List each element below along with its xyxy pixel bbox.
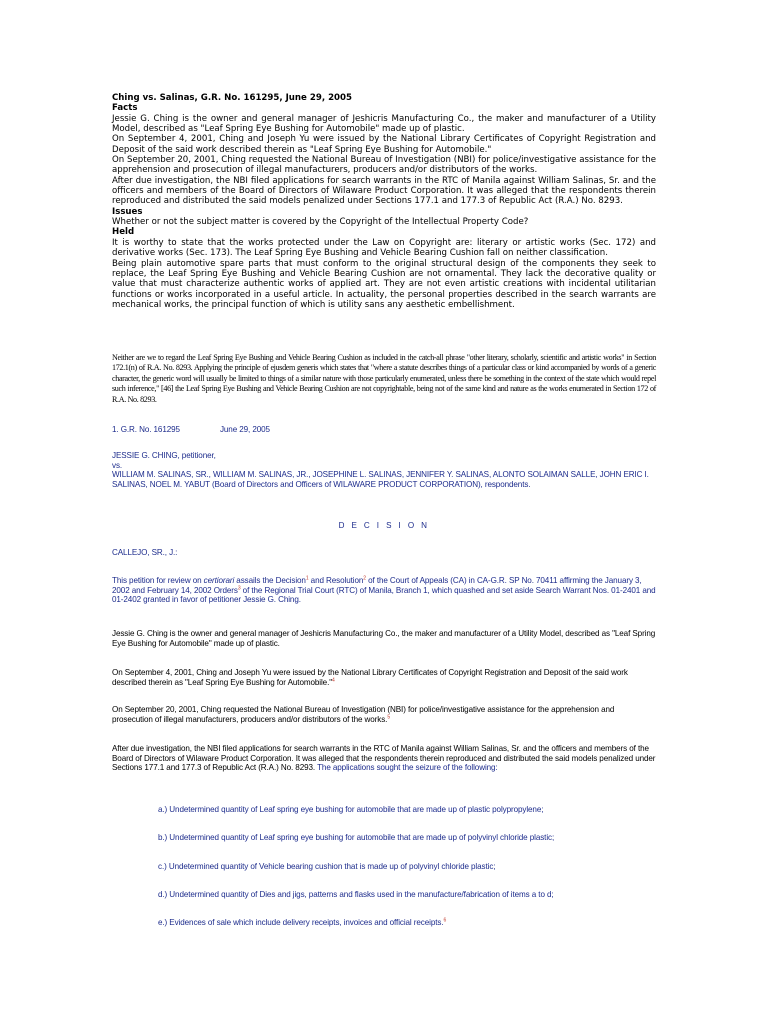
issues-paragraph: Whether or not the subject matter is covered by the Copyright of the Intellectual Property Code? [112,217,529,228]
list-item-b [112,833,702,843]
footnote-ref[interactable]: 6 [443,917,447,924]
p3-text: On September 4, 2001, Ching and Joseph Yu were issued by the National Library Certificates of Copyright Registration and Deposit of the said work described therein as "Leaf Spring Eye Bushing for Automobile." [112,668,628,687]
facts-paragraph: On September 20, 2001, Ching requested the National Bureau of Investigation (NBI) for police/investigative assistance for the apprehension and prosecution of illegal manufacturers, producers and/or distributors of the works. [112,155,656,176]
excerpt-paragraph: Neither are we to regard the Leaf Spring Eye Bushing and Vehicle Bearing Cushion as included in the catch-all phrase "other literary, scholarly, scientific and artistic works" in Section 172.1(n) of R.A. No. 8293. Applying the principle of ejusdem generis which states that "where a statute describes things of a particular class or kind accompanied by words of a generic character, the generic word will usually be limited to things of a similar nature with those particularly enumerated, unless there be something in the context of the state which would repel such inference," [46] the Leaf Spring Eye Bushing and Vehicle Bearing Cushion are not copyrightable, being not of the same kind and nature as the works enumerated in Section 172 of R.A. No. 8293. [112,353,656,404]
facts-paragraph: Jessie G. Ching is the owner and general manager of Jeshicris Manufacturing Co., the maker and manufacturer of a Utility Model, described as "Leaf Spring Eye Bushing for Automobile" made up of plastic. [112,113,656,135]
item-e-text: e.) Evidences of sale which include delivery receipts, invoices and official receipts. [158,918,444,927]
item-d-text: d.) Undetermined quantity of Dies and jigs, patterns and flasks used in the manufacture/fabrication of items a to d; [158,890,554,899]
p1-text: This petition for review on [112,576,204,585]
footnote-ref[interactable]: 4 [332,676,335,683]
case-digest [112,93,656,310]
petitioner-line: JESSIE G. CHING, petitioner, [112,451,216,460]
certiorari-term: certiorari [203,576,235,585]
case-number: 1. G.R. No. 161295 [112,425,180,434]
facts-paragraph: On September 4, 2001, Ching and Joseph Yu were issued by the National Library Certificates of Copyright Registration and Deposit of the said work described therein as "Leaf Spring Eye Bushing for Automobile." [112,134,656,155]
list-item-c [112,862,702,872]
decision-paragraph-1 [112,576,656,605]
held-paragraph: Being plain automotive spare parts that must conform to the original structural design of the components they seek to replace, the Leaf Spring Eye Bushing and Vehicle Bearing Cushion are not ornamental. They lack the decorative quality or value that must characterize authentic works of applied art. They are not even artistic creations with incidental utilitarian functions or works incorporated in a useful article. In actuality, the personal properties described in the search warrants are mechanical works, the principal function of which is utility sans any aesthetic embellishment. [112,258,656,310]
decision-paragraph-3 [112,668,656,687]
held-paragraph: It is worthy to state that the works protected under the Law on Copyright are: literary or artistic works (Sec. 172) and derivative works (Sec. 173). The Leaf Spring Eye Bushing and Vehicle Bearing Cushion fall on neither classification. [112,237,656,259]
item-a-text: a.) Undetermined quantity of Leaf spring eye bushing for automobile that are made up of plastic polypropylene; [158,805,544,814]
footnote-ref[interactable]: 1 [305,575,309,582]
parties-block [112,451,656,489]
decision-paragraph-4 [112,705,656,724]
facts-heading: Facts [112,103,138,114]
case-number-line [112,425,656,435]
footnote-ref[interactable]: 3 [237,584,241,591]
list-item-e [112,918,702,928]
item-b-text: b.) Undetermined quantity of Leaf spring eye bushing for automobile that are made up of polyvinyl chloride plastic; [158,833,555,842]
list-item-a [112,805,702,815]
p1-text: and Resolution [308,576,364,585]
ponente-line: CALLEJO, SR., J.: [112,548,178,557]
p5-blue-text: The applications sought the seizure of the following: [317,763,498,773]
footnote-ref[interactable]: 5 [387,713,391,720]
case-date: June 29, 2005 [219,425,270,434]
p1-text: assails the Decision [234,576,306,585]
digest-title: Ching vs. Salinas, G.R. No. 161295, June 29, 2005 [112,93,352,103]
footnote-ref[interactable]: 2 [363,575,366,582]
issues-heading: Issues [112,206,143,217]
held-heading: Held [112,227,135,238]
p4-text: On September 20, 2001, Ching requested the National Bureau of Investigation (NBI) for police/investigative assistance for the apprehension and prosecution of illegal manufacturers, producers and/or distributors of the works. [112,705,615,724]
decision-paragraph-2 [112,629,656,648]
facts-paragraph: After due investigation, the NBI filed applications for search warrants in the RTC of Manila against William Salinas, Sr. and the officers and members of the Board of Directors of Wilaware Product Corporation. It was alleged that the respondents therein reproduced and distributed the said models penalized under Sections 177.1 and 177.3 of Republic Act (R.A.) No. 8293. [112,175,656,207]
ejusdem-generis-excerpt [112,353,656,405]
p2-text: Jessie G. Ching is the owner and general manager of Jeshicris Manufacturing Co., the maker and manufacturer of a Utility Model, described as "Leaf Spring Eye Bushing for Automobile" made up of plastic. [112,629,656,648]
list-item-d [112,890,702,900]
p5-text: After due investigation, the NBI filed applications for search warrants in the RTC of Manila against William Salinas, Sr. and the officers and members of the Board of Directors of Wilaware Product Corporation. It was alleged that the respondents therein reproduced and distributed the said models penalized under Sections 177.1 and 177.3 of Republic Act (R.A.) No. 8293. [112,744,656,773]
vs-line: vs. [112,460,123,470]
p1-text: of the Court of Appeals (CA) in CA-G.R. SP No. 70411 affirming the January 3, 2002 and February 14, 2002 Orders [112,576,642,595]
decision-heading: D E C I S I O N [338,521,430,530]
item-c-text: c.) Undetermined quantity of Vehicle bearing cushion that is made up of polyvinyl chloride plastic; [158,862,496,871]
respondents-line: WILLIAM M. SALINAS, SR., WILLIAM M. SALINAS, JR., JOSEPHINE L. SALINAS, JENNIFER Y. SALINAS, ALONTO SOLAIMAN SALLE, JOHN ERIC I. SALINAS, NOEL M. YABUT (Board of Directors and Officers of WILAWARE PRODUCT CORPORATION), respondents. [112,470,649,489]
p1-text: of the Regional Trial Court (RTC) of Manila, Branch 1, which quashed and set aside Search Warrant Nos. 01-2401 and 01-2402 granted in favor of petitioner Jessie G. Ching. [112,585,656,605]
decision-paragraph-5 [112,744,656,773]
